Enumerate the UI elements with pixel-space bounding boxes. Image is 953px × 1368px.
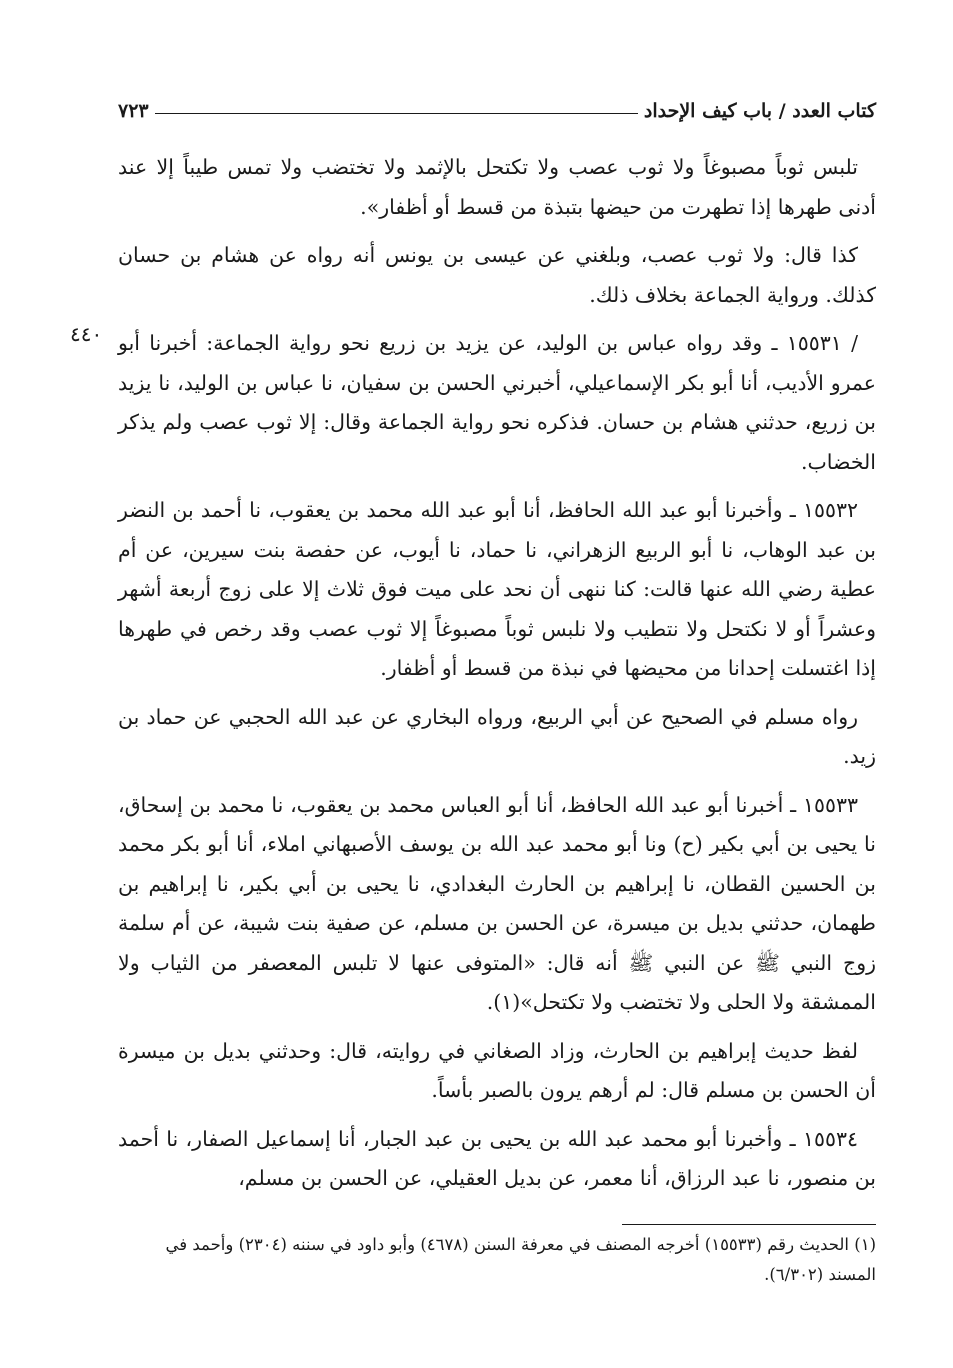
paragraph: ١٥٥٣٣ ـ أخبرنا أبو عبد الله الحافظ، أنا أبو العباس محمد بن يعقوب، نا محمد بن إسحاق، نا يحيى بن أبي بكير (ح) ونا أبو محمد عبد الله بن يوسف الأصبهاني املاء، أنا أبو بكر محمد بن الحسين القطان، نا إبراهيم بن الحارث البغدادي، نا يحيى بن أبي بكير، نا إبراهيم بن طهمان، حدثني بديل بن ميسرة، عن الحسن بن مسلم، عن صفية بنت شيبة، عن أم سلمة زوج النبي ﷺ عن النبي ﷺ أنه قال: «المتوفى عنها لا تلبس المعصفر من الثياب ولا الممشقة ولا الحلى ولا تختضب ولا تكتحل»(١). [118,792,876,1014]
paragraph: ١٥٥٣٢ ـ وأخبرنا أبو عبد الله الحافظ، أنا أبو عبد الله محمد بن يعقوب، نا أحمد بن النضر بن عبد الوهاب، نا أبو الربيع الزهراني، نا حماد، نا أيوب، عن حفصة بنت سيرين، عن أم عطية رضي الله عنها قالت: كنا ننهى أن نحد على ميت فوق ثلاث إلا على زوج أربعة أشهر وعشراً أو لا نكتحل ولا نتطيب ولا نلبس ثوباً مصبوغاً إلا ثوب عصب وقد رخص في طهرها إذا اغتسلت إحدانا من محيضها في نبذة من قسط أو أظفار. [118,498,876,680]
footnotes [118,1230,876,1290]
main-text [118,148,876,1208]
paragraph: ١٥٥٣٤ ـ وأخبرنا أبو محمد عبد الله بن يحيى بن عبد الجبار، أنا إسماعيل الصفار، نا أحمد بن منصور، نا عبد الرزاق، أنا معمر، عن بديل العقيلي، عن الحسن بن مسلم، [118,1126,876,1190]
footnote: (١) الحديث رقم (١٥٥٣٣) أخرجه المصنف في معرفة السنن (٤٦٧٨) وأبو داود في سننه (٢٣٠٤) وأحمد في المسند (٦/٣٠٢). [165,1235,876,1284]
margin-page-reference: ٤٤٠ [70,322,103,346]
paragraph: تلبس ثوباً مصبوغاً ولا ثوب عصب ولا تكتحل بالإثمد ولا تختضب ولا تمس طيباً إلا عند أدنى طهرها إذا تطهرت من حيضها بتبذة من قسط أو أظفار». [118,155,876,219]
paragraph: رواه مسلم في الصحيح عن أبي الربيع، ورواه البخاري عن عبد الله الحجبي عن حماد بن زيد. [118,704,876,768]
header-rule [155,113,638,114]
header-title: كتاب العدد / باب كيف الإحداد [643,100,876,122]
paragraph: كذا قال: ولا ثوب عصب، وبلغني عن عيسى بن يونس أنه رواه عن هشام بن حسان كذلك. ورواية الجماعة بخلاف ذلك. [118,243,876,307]
running-header [118,88,876,122]
paragraph: / ١٥٥٣١ ـ وقد رواه عباس بن الوليد، عن يزيد بن زريع نحو رواية الجماعة: أخبرنا أبو عمرو الأديب، أنا أبو بكر الإسماعيلي، أخبرني الحسن بن سفيان، نا عباس بن الوليد، نا يزيد بن زريع، حدثني هشام بن حسان. فذكره نحو رواية الجماعة وقال: إلا ثوب عصب ولم يذكر الخضاب. [118,331,876,474]
page-number: ٧٢٣ [118,100,149,122]
paragraph: لفظ حديث إبراهيم بن الحارث، وزاد الصغاني في روايته، قال: وحدثني بديل بن ميسرة أن الحسن بن مسلم قال: لم أرهم يرون بالصبر بأساً. [118,1038,876,1102]
footnote-separator [622,1224,876,1225]
